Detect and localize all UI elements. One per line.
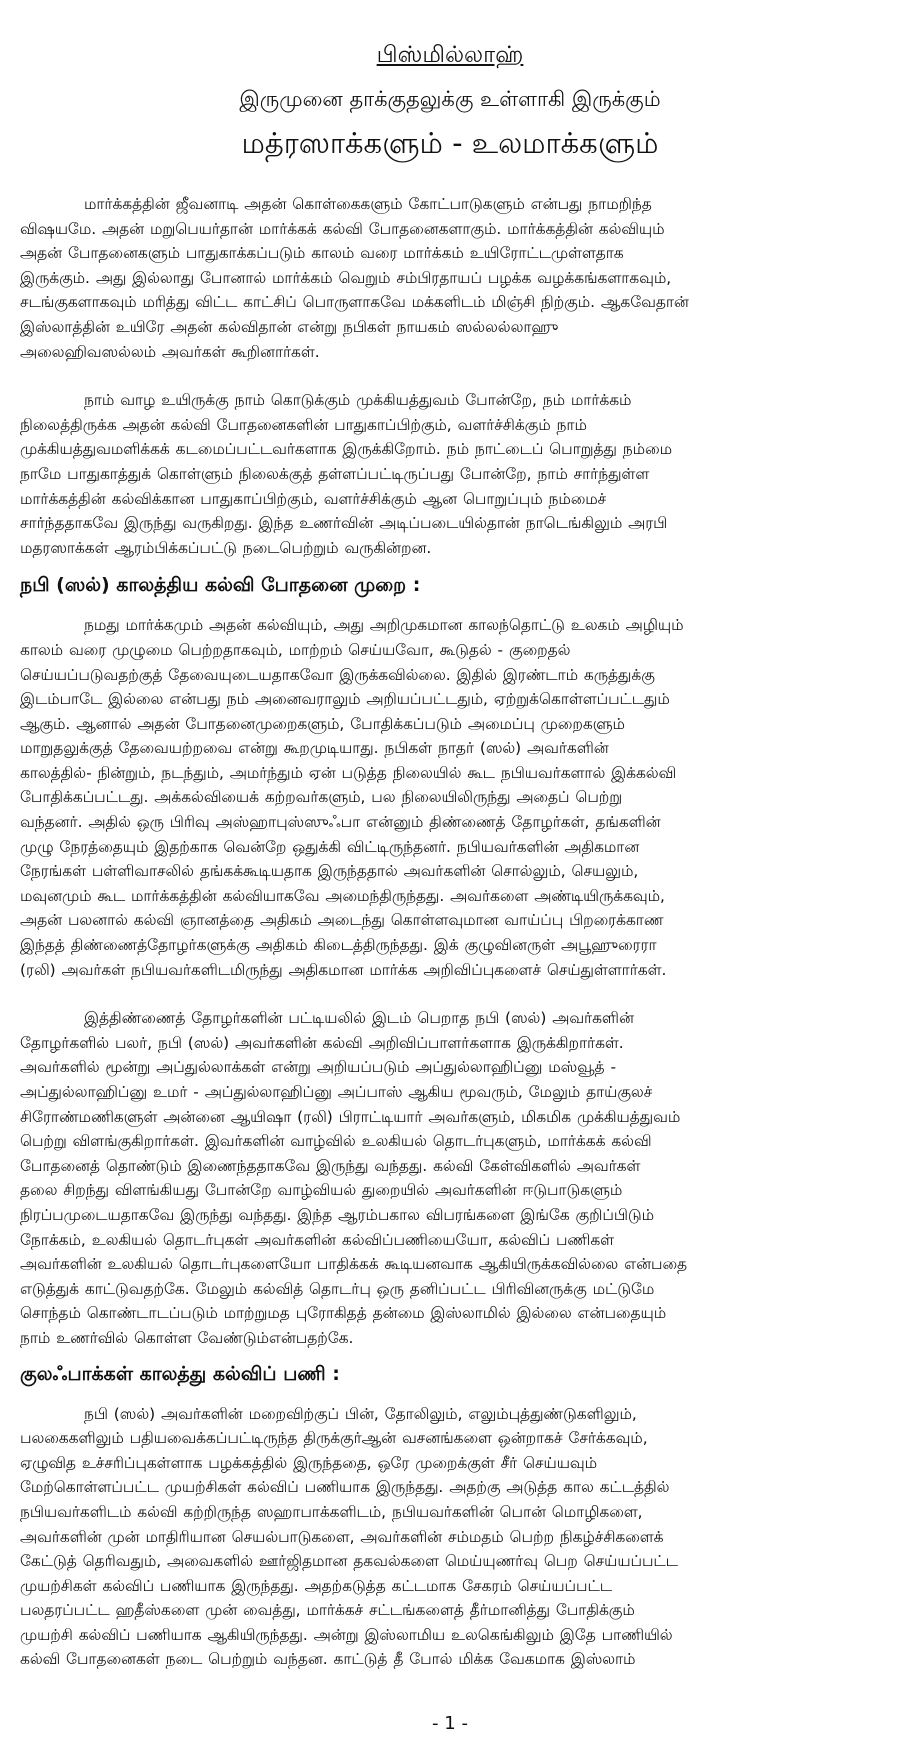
paragraph-responsibility <box>20 388 880 560</box>
text-line: சிரோண்மணிகளுள் அன்னை ஆயிஷா (ரலி) பிராட்டியார் அவர்களும், மிகமிக முக்கியத்துவம் <box>20 1107 681 1126</box>
text-line: அவர்களின் உலகியல் தொடர்புகளையோ பாதிக்கக் கூடியனவாக ஆகியிருக்கவில்லை என்பதை <box>20 1255 688 1274</box>
text-line: கேட்டுத் தெரிவதும், அவைகளில் ஊர்ஜிதமான தகவல்களை மெய்யுணர்வு பெற செய்யப்பட்ட <box>20 1552 678 1571</box>
text-line: நமது மார்க்கமும் அதன் கல்வியும், அது அறிமுகமான காலந்தொட்டு உலகம் அழியும் <box>84 616 684 635</box>
text-line: இருக்கும். அது இல்லாது போனால் மார்க்கம் வெறும் சம்பிரதாயப் பழக்க வழக்கங்களாகவும், <box>20 268 672 287</box>
text-line: அலைஹிவஸல்லம் அவர்கள் கூறினார்கள். <box>20 342 320 361</box>
text-line: அவர்களின் முன் மாதிரியான செயல்பாடுகளை, அவர்களின் சம்மதம் பெற்ற நிகழ்ச்சிகளைக் <box>20 1527 664 1546</box>
text-line: பெற்று விளங்குகிறார்கள். இவர்களின் வாழ்வில் உலகியல் தொடர்புகளும், மார்க்கக் கல்வி <box>20 1132 652 1151</box>
paragraph-companions <box>20 1006 880 1350</box>
text-line: சடங்குகளாகவும் மரித்து விட்ட காட்சிப் பொருளாகவே மக்களிடம் மிஞ்சி நிற்கும். ஆகவேதான் <box>20 293 689 312</box>
text-line: இஸ்லாத்தின் உயிரே அதன் கல்விதான் என்று நபிகள் நாயகம் ஸல்லல்லாஹு <box>20 317 559 336</box>
text-line: தோழர்களில் பலர், நபி (ஸல்) அவர்களின் கல்வி அறிவிப்பாளர்களாக இருக்கிறார்கள். <box>20 1033 624 1052</box>
text-line: மேற்கொள்ளப்பட்ட முயற்சிகள் கல்விப் பணியாக இருந்தது. அதற்கு அடுத்த கால கட்டத்தில் <box>20 1478 670 1497</box>
text-line: ஏழுவித உச்சரிப்புகள்ளாக பழக்கத்தில் இருந்ததை, ஒரே முறைக்குள் சீர் செய்யவும் <box>20 1453 598 1472</box>
text-line: நபி (ஸல்) அவர்களின் மறைவிற்குப் பின், தோலிலும், எலும்புத்துண்டுகளிலும், <box>84 1404 637 1423</box>
text-line: மதரஸாக்கள் ஆரம்பிக்கப்பட்டு நடைபெற்றும் வருகின்றன. <box>20 538 432 557</box>
text-line: சொந்தம் கொண்டாடப்படும் மாற்றுமத புரோகிதத் தன்மை இஸ்லாமில் இல்லை என்பதையும் <box>20 1304 667 1323</box>
text-line: நிரப்பமுடையதாகவே இருந்து வந்தது. இந்த ஆரம்பகால விபரங்களை இங்கே குறிப்பிடும் <box>20 1205 654 1224</box>
text-line: அப்துல்லாஹிப்னு உமர் - அப்துல்லாஹிப்னு அப்பாஸ் ஆகிய மூவரும், மேலும் தாய்குலச் <box>20 1083 653 1101</box>
text-line: காலத்தில்- நின்றும், நடந்தும், அமர்ந்தும் ஏன் படுத்த நிலையில் கூட நபியவர்களால் இக்கல்வி <box>20 763 677 782</box>
text-line: பலதரப்பட்ட ஹதீஸ்களை முன் வைத்து, மார்க்கச் சட்டங்களைத் தீர்மானித்து போதிக்கும் <box>20 1601 635 1620</box>
text-line: நேரங்கள் பள்ளிவாசலில் தங்கக்கூடியதாக இருந்ததால் அவர்களின் சொல்லும், செயலும், <box>20 862 639 881</box>
text-line: மவுனமும் கூட மார்க்கத்தின் கல்வியாகவே அமைந்திருந்தது. அவர்களை அண்டியிருக்கவும், <box>20 886 665 905</box>
text-line: போதனைத் தொண்டும் இணைந்ததாகவே இருந்து வந்தது. கல்வி கேள்விகளில் அவர்கள் <box>20 1156 641 1175</box>
document-title: மத்ரஸாக்களும் - உலமாக்களும் <box>241 126 659 160</box>
page-number: - 1 - <box>432 1713 468 1734</box>
paragraph-prophet-era <box>20 613 880 982</box>
text-line: நபியவர்களிடம் கல்வி கற்றிருந்த ஸஹாபாக்களிடம், நபியவர்களின் பொன் மொழிகளை, <box>20 1502 643 1521</box>
text-line: வந்தனர். அதில் ஒரு பிரிவு அஸ்ஹாபுஸ்ஸுஃபா என்னும் திண்ணைத் தோழர்கள், தங்களின் <box>20 813 661 832</box>
text-line: மாறுதலுக்குத் தேவையற்றவை என்று கூறமுடியாது. நபிகள் நாதர் (ஸல்) அவர்களின் <box>20 739 609 758</box>
text-line: பலகைகளிலும் பதியவைக்கப்பட்டிருந்த திருக்குர்ஆன் வசனங்களை ஒன்றாகச் சேர்க்கவும், <box>20 1429 648 1448</box>
text-line: நோக்கம், உலகியல் தொடர்புகள் அவர்களின் கல்விப்பணியையோ, கல்விப் பணிகள் <box>20 1230 615 1249</box>
text-line: அவர்களில் மூன்று அப்துல்லாக்கள் என்று அறியப்படும் அப்துல்லாஹிப்னு மஸ்வூத் - <box>20 1058 617 1077</box>
text-line: விஷயமே. அதன் மறுபெயர்தான் மார்க்கக் கல்வி போதனைகளாகும். மார்க்கத்தின் கல்வியும் <box>20 219 665 238</box>
text-line: காலம் வரை முழுமை பெற்றதாகவும், மாற்றம் செய்யவோ, கூடுதல் - குறைதல் <box>20 640 571 659</box>
text-line: மார்க்கத்தின் கல்விக்கான பாதுகாப்பிற்கும், வளர்ச்சிக்கும் ஆன பொறுப்பும் நம்மைச் <box>20 489 607 508</box>
text-line: முழு நேரத்தையும் இதற்காக வென்றே ஒதுக்கி விட்டிருந்தனர். நபியவர்களின் அதிகமான <box>20 837 640 856</box>
text-line: ஆகும். ஆனால் அதன் போதனைமுறைகளும், போதிக்கப்படும் அமைப்பு முறைகளும் <box>20 714 625 733</box>
text-line: முயற்சி கல்விப் பணியாக ஆகியிருந்தது. அன்று இஸ்லாமிய உலகெங்கிலும் இதே பாணியில் <box>20 1625 673 1644</box>
text-line: இந்தத் திண்ணைத்தோழர்களுக்கு அதிகம் கிடைத்திருந்தது. இக் குழுவினருள் அபூஹுரைரா <box>20 936 657 955</box>
paragraph-caliphs-era <box>20 1402 880 1673</box>
text-line: செய்யப்படுவதற்குத் தேவையுடையதாகவோ இருக்கவில்லை. இதில் இரண்டாம் கருத்துக்கு <box>20 665 655 684</box>
text-line: அதன் போதனைகளும் பாதுகாக்கப்படும் காலம் வரை மார்க்கம் உயிரோட்டமுள்ளதாக <box>20 244 624 263</box>
text-line: நாம் உணர்வில் கொள்ள வேண்டும்என்பதற்கே. <box>20 1328 354 1347</box>
text-line: தலை சிறந்து விளங்கியது போன்றே வாழ்வியல் துறையில் அவர்களின் ஈடுபாடுகளும் <box>20 1181 623 1200</box>
text-line: (ரலி) அவர்கள் நபியவர்களிடமிருந்து அதிகமான மார்க்க அறிவிப்புகளைச் செய்துள்ளார்கள். <box>20 960 667 979</box>
section-heading-caliphs-era: குலஃபாக்கள் காலத்து கல்விப் பணி : <box>20 1362 340 1385</box>
text-line: அதன் பலனால் கல்வி ஞானத்தை அதிகம் அடைந்து கொள்ளவுமான வாய்ப்பு பிறரைக்காண <box>20 911 664 930</box>
text-line: இத்திண்ணைத் தோழர்களின் பட்டியலில் இடம் பெறாத நபி (ஸல்) அவர்களின் <box>84 1009 634 1028</box>
paragraph-intro <box>20 192 880 364</box>
section-heading-prophet-era: நபி (ஸல்) காலத்திய கல்வி போதனை முறை : <box>20 574 421 597</box>
text-line: சார்ந்ததாகவே இருந்து வருகிறது. இந்த உணர்வின் அடிப்படையில்தான் நாடெங்கிலும் அரபி <box>20 514 668 533</box>
text-line: கல்வி போதனைகள் நடை பெற்றும் வந்தன. காட்டுத் தீ போல் மிக்க வேகமாக இஸ்லாம் <box>20 1650 636 1669</box>
text-line: இடம்பாடே இல்லை என்பது நம் அனைவராலும் அறியப்பட்டதும், ஏற்றுக்கொள்ளப்பட்டதும் <box>20 690 670 709</box>
text-line: எடுத்துக் காட்டுவதற்கே. மேலும் கல்வித் தொடர்பு ஒரு தனிப்பட்ட பிரிவினருக்கு மட்டுமே <box>20 1279 655 1298</box>
text-line: நிலைத்திருக்க அதன் கல்வி போதனைகளின் பாதுகாப்பிற்கும், வளர்ச்சிக்கும் நாம் <box>20 415 587 434</box>
text-line: மார்க்கத்தின் ஜீவனாடி அதன் கொள்கைகளும் கோட்பாடுகளும் என்பது நாமறிந்த <box>84 195 652 213</box>
text-line: முக்கியத்துவமளிக்கக் கடமைப்பட்டவர்களாக இருக்கிறோம். நம் நாட்டைப் பொறுத்து நம்மை <box>20 440 672 459</box>
text-line: முயற்சிகள் கல்விப் பணியாக இருந்தது. அதற்கடுத்த கட்டமாக சேகரம் செய்யப்பட்ட <box>20 1576 612 1595</box>
text-line: நாம் வாழ உயிருக்கு நாம் கொடுக்கும் முக்கியத்துவம் போன்றே, நம் மார்க்கம் <box>84 391 632 410</box>
document-subtitle: இருமுனை தாக்குதலுக்கு உள்ளாகி இருக்கும் <box>239 87 661 111</box>
text-line: போதிக்கப்பட்டது. அக்கல்வியைக் கற்றவர்களும், பல நிலையிலிருந்து அதைப் பெற்று <box>20 788 623 807</box>
text-line: நாமே பாதுகாத்துக் கொள்ளும் நிலைக்குத் தள்ளப்பட்டிருப்பது போன்றே, நாம் சார்ந்துள்ள <box>20 464 650 483</box>
bismillah-heading: பிஸ்மில்லாஹ் <box>376 42 524 68</box>
